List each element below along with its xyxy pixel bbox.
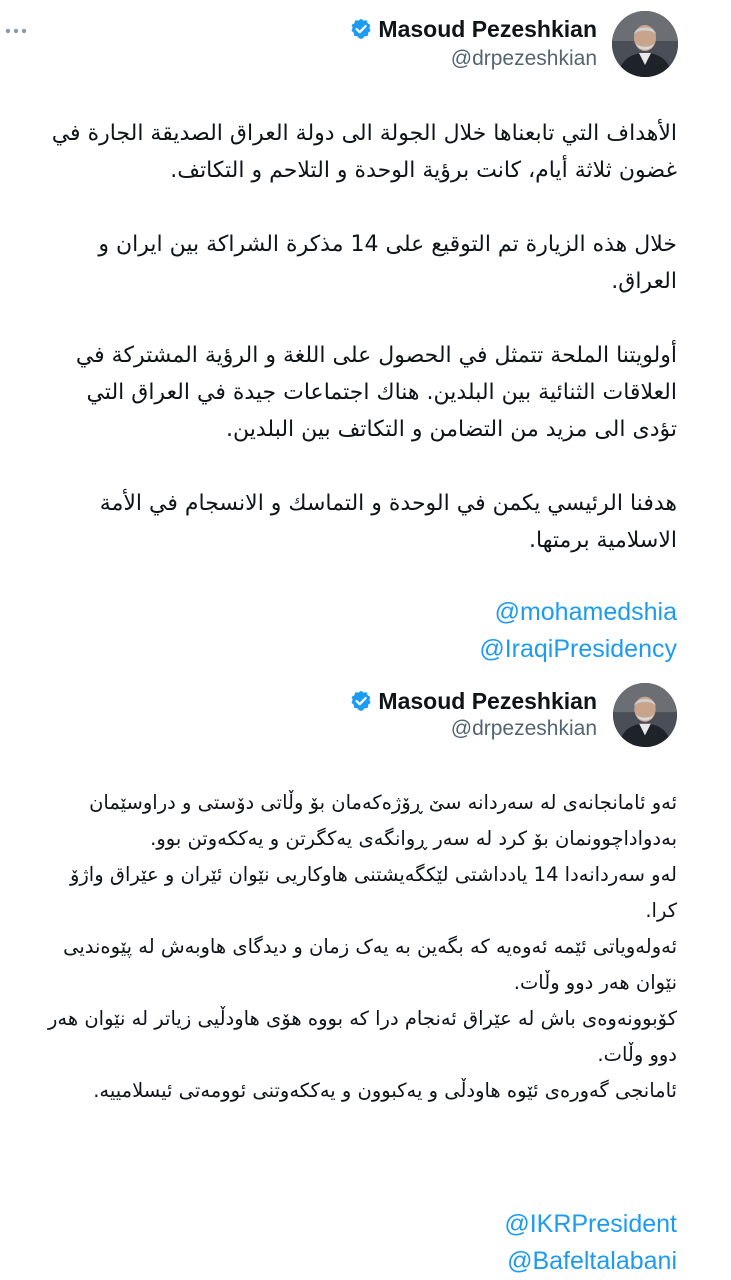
- mention-link[interactable]: @mohamedshia: [494, 598, 677, 626]
- author-name-row[interactable]: [350, 686, 597, 716]
- tweet-paragraph: ئەو ئامانجانەی لە سەردانە سێ ڕۆژەکەمان بۆ وڵاتی دۆستی و دراوسێمان بەدواداچوونمان بۆ کرد لە سەر ڕوانگەی یەکگرتن و یەککەوتن بوو.: [89, 791, 677, 850]
- author-display-name[interactable]: Masoud Pezeshkian: [378, 15, 597, 42]
- mention-link[interactable]: @IraqiPresidency: [479, 635, 677, 663]
- avatar[interactable]: [613, 683, 677, 747]
- mention-link[interactable]: @Bafeltalabani: [507, 1247, 677, 1275]
- author-name-row[interactable]: [350, 14, 597, 44]
- avatar[interactable]: [612, 11, 678, 77]
- tweet-paragraph: هدفنا الرئيسي يكمن في الوحدة و التماسك و الانسجام في الأمة الاسلامية برمتها.: [99, 491, 677, 553]
- tweet-body: [37, 785, 677, 1109]
- author-handle[interactable]: @drpezeshkian: [450, 47, 597, 70]
- author-handle[interactable]: @drpezeshkian: [450, 717, 597, 740]
- tweet-paragraph: کۆبوونەوەی باش لە عێراق ئەنجام درا کە بووە هۆی هاودڵیی زیاتر لە نێوان هەر دوو وڵات.: [48, 1007, 677, 1066]
- tweet-paragraph: الأهداف التي تابعناها خلال الجولة الى دولة العراق الصديقة الجارة في غضون ثلاثة أيام، كانت برؤية الوحدة و التلاحم و التكاتف.: [51, 121, 677, 183]
- more-dots-icon[interactable]: [4, 22, 28, 34]
- tweet-paragraph: ئامانجی گەورەی ئێوە هاودڵی و یەکبوون و یەککەوتنی ئوومەتی ئیسلامییە.: [93, 1079, 677, 1102]
- mention-list: [504, 1206, 677, 1280]
- tweet-paragraph: خلال هذه الزيارة تم التوقيع على 14 مذكرة الشراكة بين ايران و العراق.: [98, 232, 677, 294]
- tweet-paragraph: ئەولەوياتی ئێمە ئەوەیە کە بگەین بە یەک زمان و دیدگای هاوبەش لە پێوەندیی نێوان هەر دوو وڵات.: [63, 935, 677, 994]
- mention-link[interactable]: @IKRPresident: [504, 1210, 677, 1238]
- author-display-name[interactable]: Masoud Pezeshkian: [378, 687, 597, 714]
- tweet-paragraph: لەو سەردانەدا 14 یادداشتی لێکگەیشتنی هاوکاریی نێوان ئێران و عێراق واژۆ کرا.: [69, 863, 677, 922]
- tweet-2: [0, 680, 731, 1280]
- verified-badge-icon: [350, 690, 372, 712]
- tweet-paragraph: أولويتنا الملحة تتمثل في الحصول على اللغة و الرؤية المشتركة في العلاقات الثنائية بين البلدين. هناك اجتماعات جيدة في العراق التي تؤدى الى مزيد من التضامن و التكاتف بين البلدين.: [75, 343, 677, 442]
- verified-badge-icon: [350, 18, 372, 40]
- mention-list: [479, 594, 677, 668]
- tweet-body: [37, 115, 677, 596]
